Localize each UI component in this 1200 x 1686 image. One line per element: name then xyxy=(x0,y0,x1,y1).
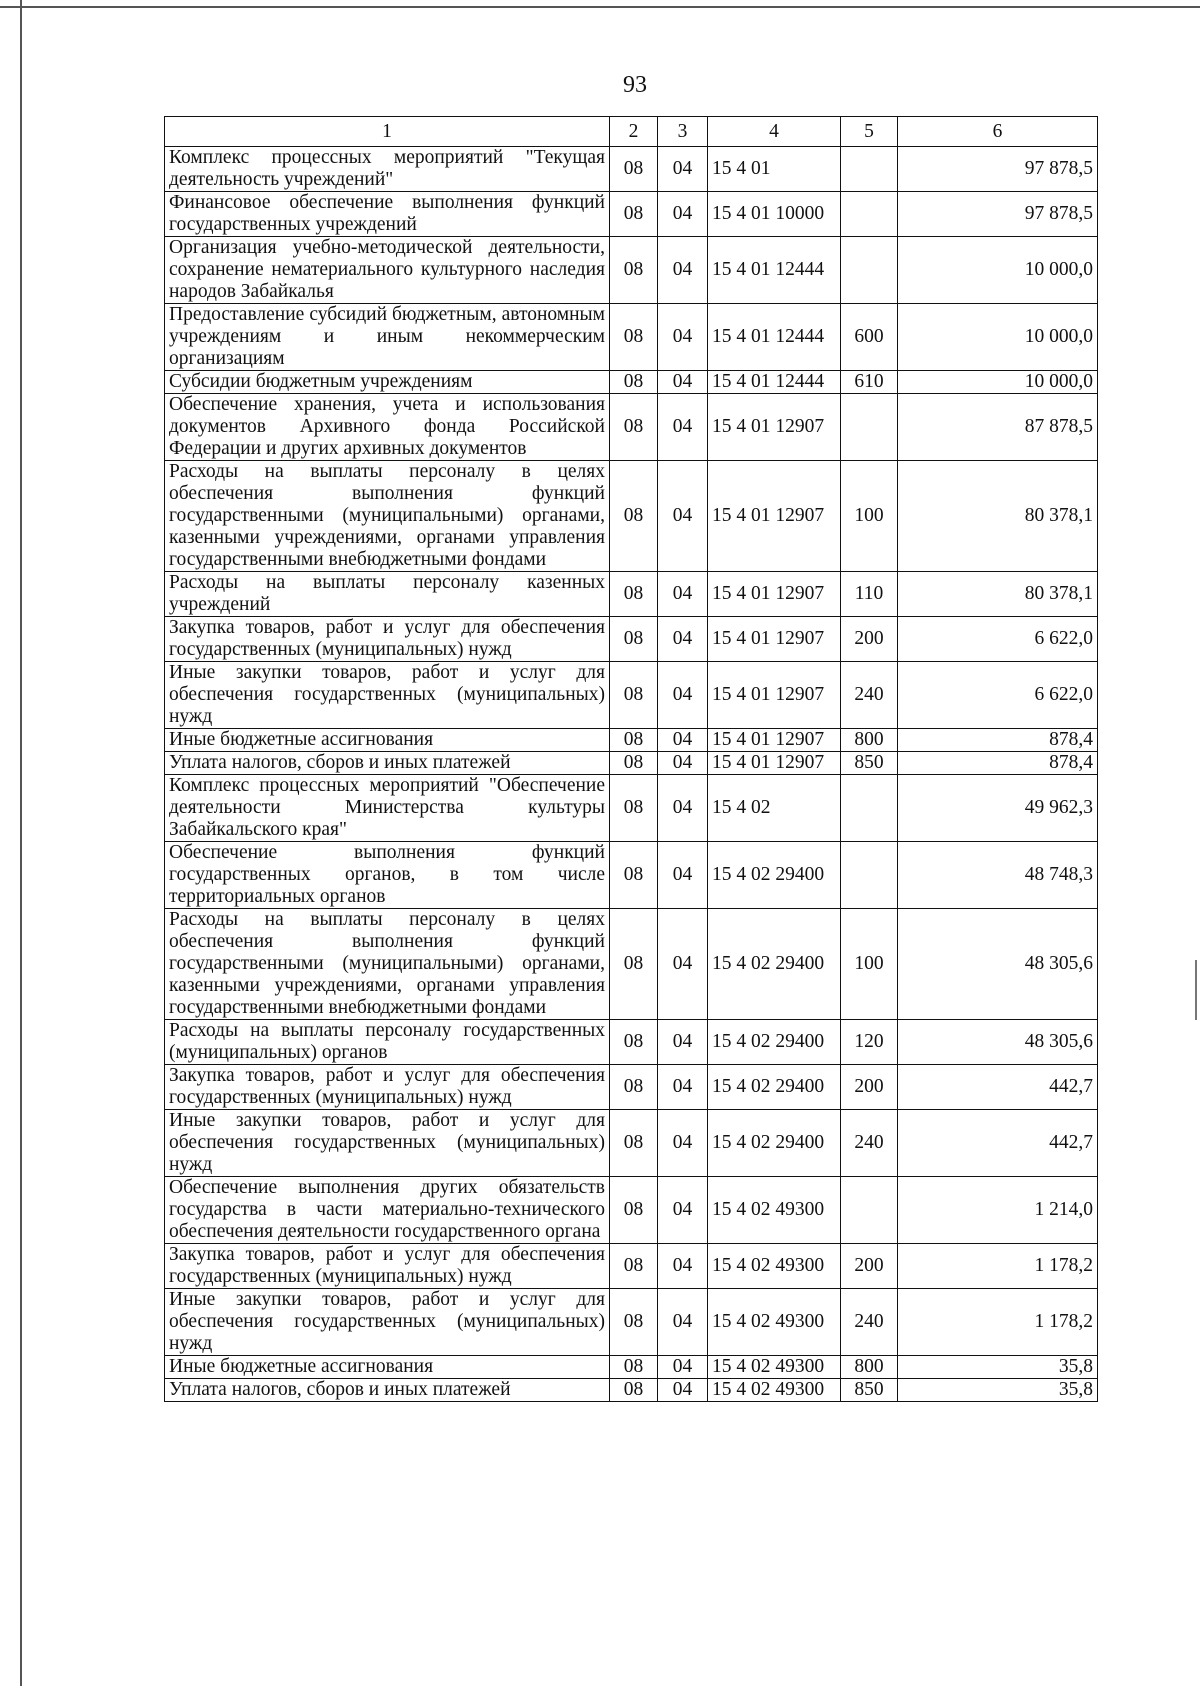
row-amount-cell: 35,8 xyxy=(898,1379,1098,1402)
row-subsection-cell: 04 xyxy=(658,304,708,371)
row-target-article-cell: 15 4 02 49300 xyxy=(708,1244,841,1289)
row-section-cell: 08 xyxy=(610,304,658,371)
row-subsection-cell: 04 xyxy=(658,461,708,572)
row-name-cell: Обеспечение выполнения функций государственных органов, в том числе территориальных органов xyxy=(165,842,610,909)
row-expense-type-cell xyxy=(841,192,898,237)
row-target-article-cell: 15 4 02 49300 xyxy=(708,1177,841,1244)
row-name-cell: Обеспечение хранения, учета и использования документов Архивного фонда Российской Федерации и других архивных документов xyxy=(165,394,610,461)
row-subsection-cell: 04 xyxy=(658,752,708,775)
row-target-article-cell: 15 4 02 29400 xyxy=(708,909,841,1020)
row-amount-cell: 6 622,0 xyxy=(898,617,1098,662)
row-subsection-cell: 04 xyxy=(658,1244,708,1289)
table-row xyxy=(165,1065,1098,1110)
row-section-cell: 08 xyxy=(610,617,658,662)
row-name-cell: Субсидии бюджетным учреждениям xyxy=(165,371,610,394)
row-amount-cell: 48 748,3 xyxy=(898,842,1098,909)
row-section-cell: 08 xyxy=(610,572,658,617)
row-section-cell: 08 xyxy=(610,394,658,461)
row-name-cell: Иные закупки товаров, работ и услуг для обеспечения государственных (муниципальных) нужд xyxy=(165,662,610,729)
row-name-cell: Предоставление субсидий бюджетным, автономным учреждениям и иным некоммерческим организациям xyxy=(165,304,610,371)
table-row xyxy=(165,461,1098,572)
row-target-article-cell: 15 4 01 12907 xyxy=(708,461,841,572)
table-row xyxy=(165,752,1098,775)
table-row xyxy=(165,1244,1098,1289)
row-section-cell: 08 xyxy=(610,752,658,775)
row-expense-type-cell: 100 xyxy=(841,461,898,572)
row-amount-cell: 48 305,6 xyxy=(898,1020,1098,1065)
row-amount-cell: 97 878,5 xyxy=(898,147,1098,192)
row-amount-cell: 442,7 xyxy=(898,1110,1098,1177)
row-expense-type-cell: 240 xyxy=(841,662,898,729)
table-row xyxy=(165,662,1098,729)
row-name-cell: Закупка товаров, работ и услуг для обеспечения государственных (муниципальных) нужд xyxy=(165,1065,610,1110)
row-amount-cell: 6 622,0 xyxy=(898,662,1098,729)
row-section-cell: 08 xyxy=(610,371,658,394)
row-subsection-cell: 04 xyxy=(658,1356,708,1379)
row-expense-type-cell: 800 xyxy=(841,1356,898,1379)
row-expense-type-cell: 610 xyxy=(841,371,898,394)
row-name-cell: Иные бюджетные ассигнования xyxy=(165,1356,610,1379)
row-section-cell: 08 xyxy=(610,662,658,729)
row-amount-cell: 10 000,0 xyxy=(898,237,1098,304)
row-target-article-cell: 15 4 01 12444 xyxy=(708,237,841,304)
row-expense-type-cell xyxy=(841,842,898,909)
row-subsection-cell: 04 xyxy=(658,1110,708,1177)
row-name-cell: Комплекс процессных мероприятий "Текущая деятельность учреждений" xyxy=(165,147,610,192)
row-expense-type-cell xyxy=(841,394,898,461)
row-amount-cell: 442,7 xyxy=(898,1065,1098,1110)
row-subsection-cell: 04 xyxy=(658,1177,708,1244)
row-target-article-cell: 15 4 02 29400 xyxy=(708,1020,841,1065)
scan-edge-top xyxy=(0,0,1200,8)
row-expense-type-cell xyxy=(841,237,898,304)
row-expense-type-cell: 800 xyxy=(841,729,898,752)
header-col-3: 3 xyxy=(658,117,708,147)
row-name-cell: Иные бюджетные ассигнования xyxy=(165,729,610,752)
table-row xyxy=(165,147,1098,192)
row-expense-type-cell: 240 xyxy=(841,1289,898,1356)
row-subsection-cell: 04 xyxy=(658,394,708,461)
table-row xyxy=(165,237,1098,304)
table-row xyxy=(165,1110,1098,1177)
row-section-cell: 08 xyxy=(610,237,658,304)
row-amount-cell: 48 305,6 xyxy=(898,909,1098,1020)
row-amount-cell: 1 178,2 xyxy=(898,1289,1098,1356)
row-target-article-cell: 15 4 01 10000 xyxy=(708,192,841,237)
row-expense-type-cell: 850 xyxy=(841,1379,898,1402)
table-row xyxy=(165,572,1098,617)
table-row xyxy=(165,729,1098,752)
row-subsection-cell: 04 xyxy=(658,775,708,842)
row-amount-cell: 878,4 xyxy=(898,752,1098,775)
table-body xyxy=(165,147,1098,1402)
table-row xyxy=(165,1020,1098,1065)
row-target-article-cell: 15 4 01 12444 xyxy=(708,304,841,371)
row-name-cell: Обеспечение выполнения других обязательств государства в части материально-технического обеспечения деятельности государственного органа xyxy=(165,1177,610,1244)
row-target-article-cell: 15 4 02 49300 xyxy=(708,1356,841,1379)
row-expense-type-cell: 850 xyxy=(841,752,898,775)
row-expense-type-cell xyxy=(841,1177,898,1244)
row-subsection-cell: 04 xyxy=(658,1379,708,1402)
table-row xyxy=(165,909,1098,1020)
table-header xyxy=(165,117,1098,147)
row-target-article-cell: 15 4 02 29400 xyxy=(708,1110,841,1177)
row-section-cell: 08 xyxy=(610,1356,658,1379)
row-subsection-cell: 04 xyxy=(658,909,708,1020)
row-expense-type-cell: 110 xyxy=(841,572,898,617)
row-name-cell: Комплекс процессных мероприятий "Обеспечение деятельности Министерства культуры Забайкальского края" xyxy=(165,775,610,842)
row-amount-cell: 10 000,0 xyxy=(898,371,1098,394)
row-subsection-cell: 04 xyxy=(658,572,708,617)
row-name-cell: Финансовое обеспечение выполнения функций государственных учреждений xyxy=(165,192,610,237)
budget-table xyxy=(164,116,1098,1402)
row-name-cell: Уплата налогов, сборов и иных платежей xyxy=(165,1379,610,1402)
header-col-6: 6 xyxy=(898,117,1098,147)
row-section-cell: 08 xyxy=(610,1020,658,1065)
row-name-cell: Уплата налогов, сборов и иных платежей xyxy=(165,752,610,775)
row-target-article-cell: 15 4 01 12907 xyxy=(708,394,841,461)
row-amount-cell: 1 214,0 xyxy=(898,1177,1098,1244)
row-subsection-cell: 04 xyxy=(658,617,708,662)
row-target-article-cell: 15 4 01 12907 xyxy=(708,572,841,617)
row-amount-cell: 97 878,5 xyxy=(898,192,1098,237)
row-expense-type-cell: 240 xyxy=(841,1110,898,1177)
row-target-article-cell: 15 4 01 12907 xyxy=(708,752,841,775)
row-expense-type-cell xyxy=(841,775,898,842)
row-target-article-cell: 15 4 02 49300 xyxy=(708,1289,841,1356)
row-section-cell: 08 xyxy=(610,909,658,1020)
row-target-article-cell: 15 4 01 xyxy=(708,147,841,192)
row-target-article-cell: 15 4 02 xyxy=(708,775,841,842)
table-row xyxy=(165,617,1098,662)
header-col-1: 1 xyxy=(165,117,610,147)
row-subsection-cell: 04 xyxy=(658,662,708,729)
row-name-cell: Расходы на выплаты персоналу в целях обеспечения выполнения функций государственными (муниципальными) органами, казенными учреждениями, органами управления государственными внебюджетными фондами xyxy=(165,461,610,572)
table-row xyxy=(165,304,1098,371)
table-row xyxy=(165,1177,1098,1244)
row-section-cell: 08 xyxy=(610,1110,658,1177)
row-section-cell: 08 xyxy=(610,461,658,572)
table-row xyxy=(165,394,1098,461)
header-col-5: 5 xyxy=(841,117,898,147)
row-amount-cell: 87 878,5 xyxy=(898,394,1098,461)
table-row xyxy=(165,775,1098,842)
row-name-cell: Расходы на выплаты персоналу в целях обеспечения выполнения функций государственными (муниципальными) органами, казенными учреждениями, органами управления государственными внебюджетными фондами xyxy=(165,909,610,1020)
row-target-article-cell: 15 4 01 12907 xyxy=(708,729,841,752)
table-row xyxy=(165,842,1098,909)
table-row xyxy=(165,192,1098,237)
row-amount-cell: 1 178,2 xyxy=(898,1244,1098,1289)
row-section-cell: 08 xyxy=(610,842,658,909)
row-subsection-cell: 04 xyxy=(658,1020,708,1065)
table-row xyxy=(165,371,1098,394)
row-subsection-cell: 04 xyxy=(658,371,708,394)
row-section-cell: 08 xyxy=(610,1244,658,1289)
row-section-cell: 08 xyxy=(610,1289,658,1356)
row-expense-type-cell: 200 xyxy=(841,617,898,662)
table-row xyxy=(165,1379,1098,1402)
row-subsection-cell: 04 xyxy=(658,147,708,192)
row-target-article-cell: 15 4 02 29400 xyxy=(708,842,841,909)
row-section-cell: 08 xyxy=(610,192,658,237)
row-expense-type-cell: 120 xyxy=(841,1020,898,1065)
row-expense-type-cell: 600 xyxy=(841,304,898,371)
row-section-cell: 08 xyxy=(610,1177,658,1244)
table-row xyxy=(165,1356,1098,1379)
row-expense-type-cell: 200 xyxy=(841,1065,898,1110)
header-col-4: 4 xyxy=(708,117,841,147)
row-target-article-cell: 15 4 01 12444 xyxy=(708,371,841,394)
row-amount-cell: 80 378,1 xyxy=(898,461,1098,572)
row-expense-type-cell xyxy=(841,147,898,192)
row-name-cell: Закупка товаров, работ и услуг для обеспечения государственных (муниципальных) нужд xyxy=(165,1244,610,1289)
row-amount-cell: 35,8 xyxy=(898,1356,1098,1379)
row-section-cell: 08 xyxy=(610,1379,658,1402)
row-target-article-cell: 15 4 02 29400 xyxy=(708,1065,841,1110)
row-section-cell: 08 xyxy=(610,729,658,752)
row-name-cell: Организация учебно-методической деятельности, сохранение нематериального культурного наследия народов Забайкалья xyxy=(165,237,610,304)
row-expense-type-cell: 100 xyxy=(841,909,898,1020)
page-number: 93 xyxy=(623,72,647,98)
row-target-article-cell: 15 4 01 12907 xyxy=(708,617,841,662)
row-subsection-cell: 04 xyxy=(658,1065,708,1110)
row-section-cell: 08 xyxy=(610,775,658,842)
row-name-cell: Расходы на выплаты персоналу казенных учреждений xyxy=(165,572,610,617)
row-expense-type-cell: 200 xyxy=(841,1244,898,1289)
row-amount-cell: 80 378,1 xyxy=(898,572,1098,617)
header-col-2: 2 xyxy=(610,117,658,147)
row-amount-cell: 10 000,0 xyxy=(898,304,1098,371)
scan-edge-mark xyxy=(1195,960,1197,1020)
row-name-cell: Закупка товаров, работ и услуг для обеспечения государственных (муниципальных) нужд xyxy=(165,617,610,662)
row-target-article-cell: 15 4 02 49300 xyxy=(708,1379,841,1402)
row-name-cell: Иные закупки товаров, работ и услуг для обеспечения государственных (муниципальных) нужд xyxy=(165,1289,610,1356)
row-name-cell: Расходы на выплаты персоналу государственных (муниципальных) органов xyxy=(165,1020,610,1065)
row-subsection-cell: 04 xyxy=(658,237,708,304)
row-subsection-cell: 04 xyxy=(658,192,708,237)
row-section-cell: 08 xyxy=(610,1065,658,1110)
row-amount-cell: 878,4 xyxy=(898,729,1098,752)
row-target-article-cell: 15 4 01 12907 xyxy=(708,662,841,729)
row-subsection-cell: 04 xyxy=(658,842,708,909)
header-row xyxy=(165,117,1098,147)
table-row xyxy=(165,1289,1098,1356)
row-name-cell: Иные закупки товаров, работ и услуг для обеспечения государственных (муниципальных) нужд xyxy=(165,1110,610,1177)
row-subsection-cell: 04 xyxy=(658,729,708,752)
row-amount-cell: 49 962,3 xyxy=(898,775,1098,842)
row-section-cell: 08 xyxy=(610,147,658,192)
scan-edge-left xyxy=(0,0,22,1686)
row-subsection-cell: 04 xyxy=(658,1289,708,1356)
